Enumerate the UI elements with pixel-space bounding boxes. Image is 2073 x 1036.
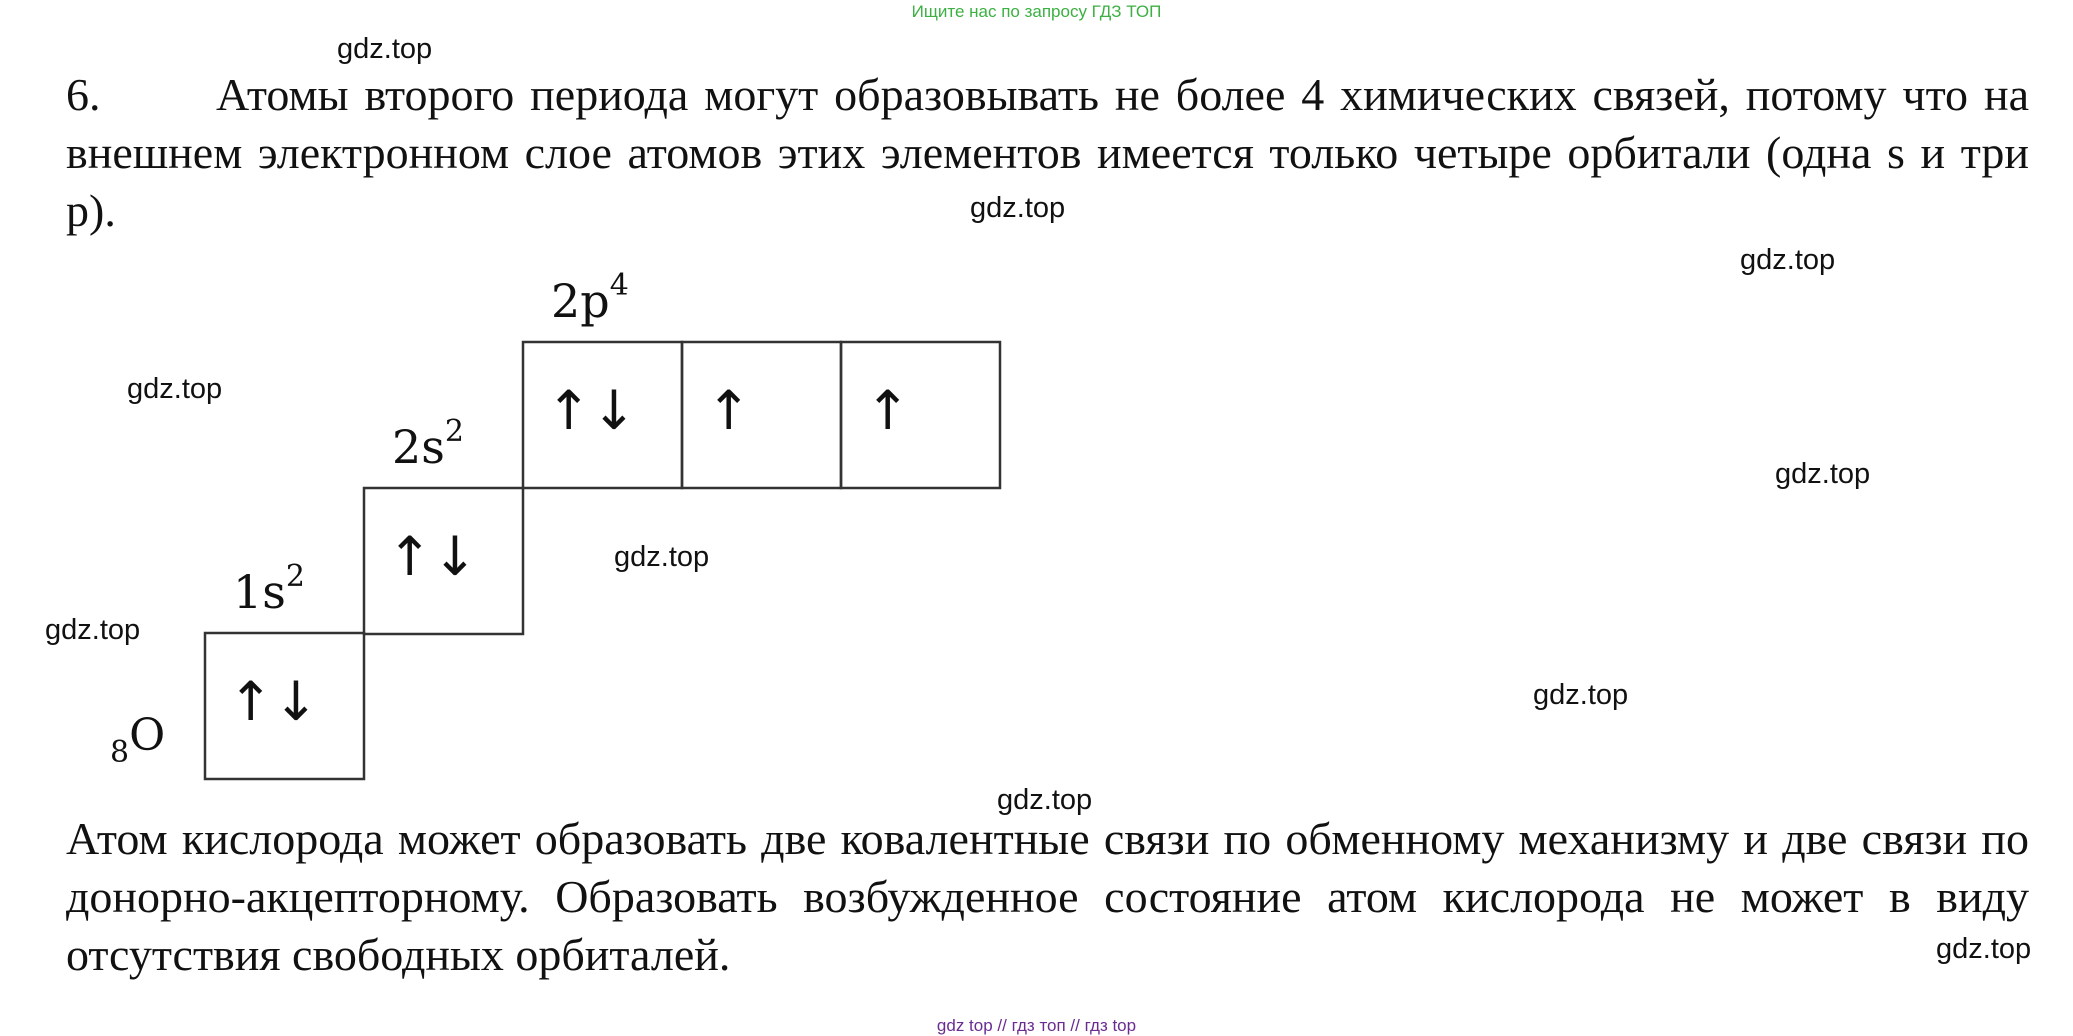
electron-arrows-1s: ↑↓ <box>228 670 319 733</box>
watermark: gdz.top <box>127 373 223 405</box>
electron-arrows-2s: ↑↓ <box>387 525 478 588</box>
element-symbol: 8O <box>110 710 166 770</box>
watermark: gdz.top <box>997 784 1093 816</box>
paragraph-conclusion: Атом кислорода может образовать две ковалентные связи по обменному механизму и две связи по донорно-акцепторному. Образовать возбужденное состояние атом кислорода не может в виду отсутствия свободных орбиталей. <box>66 813 2029 980</box>
watermark: gdz.top <box>337 33 433 65</box>
orbital-cell-2p-3 <box>841 342 1000 488</box>
level-label-2p: 2p4 <box>551 268 629 328</box>
paragraph-text: Атомы второго периода могут образовывать не более 4 химических связей, потому что на внешнем электронном слое атомов этих элементов имеется только четыре орбитали (одна s и три p). <box>66 69 2029 236</box>
electron-arrows-2p-1: ↑↓ <box>546 379 637 442</box>
level-label-2s: 2s2 <box>392 414 464 474</box>
watermark: gdz.top <box>614 541 710 573</box>
watermark: gdz.top <box>45 614 141 646</box>
orbital-cell-2p-1 <box>523 342 682 488</box>
orbital-cell-2s <box>364 488 523 634</box>
orbital-cell-2p-2 <box>682 342 841 488</box>
watermark: gdz.top <box>1936 933 2032 965</box>
watermark: gdz.top <box>1740 244 1836 276</box>
watermark: gdz.top <box>1533 679 1629 711</box>
orbital-cell-1s <box>205 633 364 779</box>
footer-links: gdz top // гдз топ // гдз top <box>936 1016 1137 1035</box>
electron-arrows-2p-3: ↑ <box>865 379 911 442</box>
task-number: 6. <box>66 69 101 120</box>
watermark: gdz.top <box>970 192 1066 224</box>
watermark: gdz.top <box>1775 458 1871 490</box>
electron-arrows-2p-2: ↑ <box>706 379 752 442</box>
level-label-1s: 1s2 <box>233 559 305 619</box>
top-banner: Ищите нас по запросу ГДЗ ТОП <box>911 2 1162 21</box>
